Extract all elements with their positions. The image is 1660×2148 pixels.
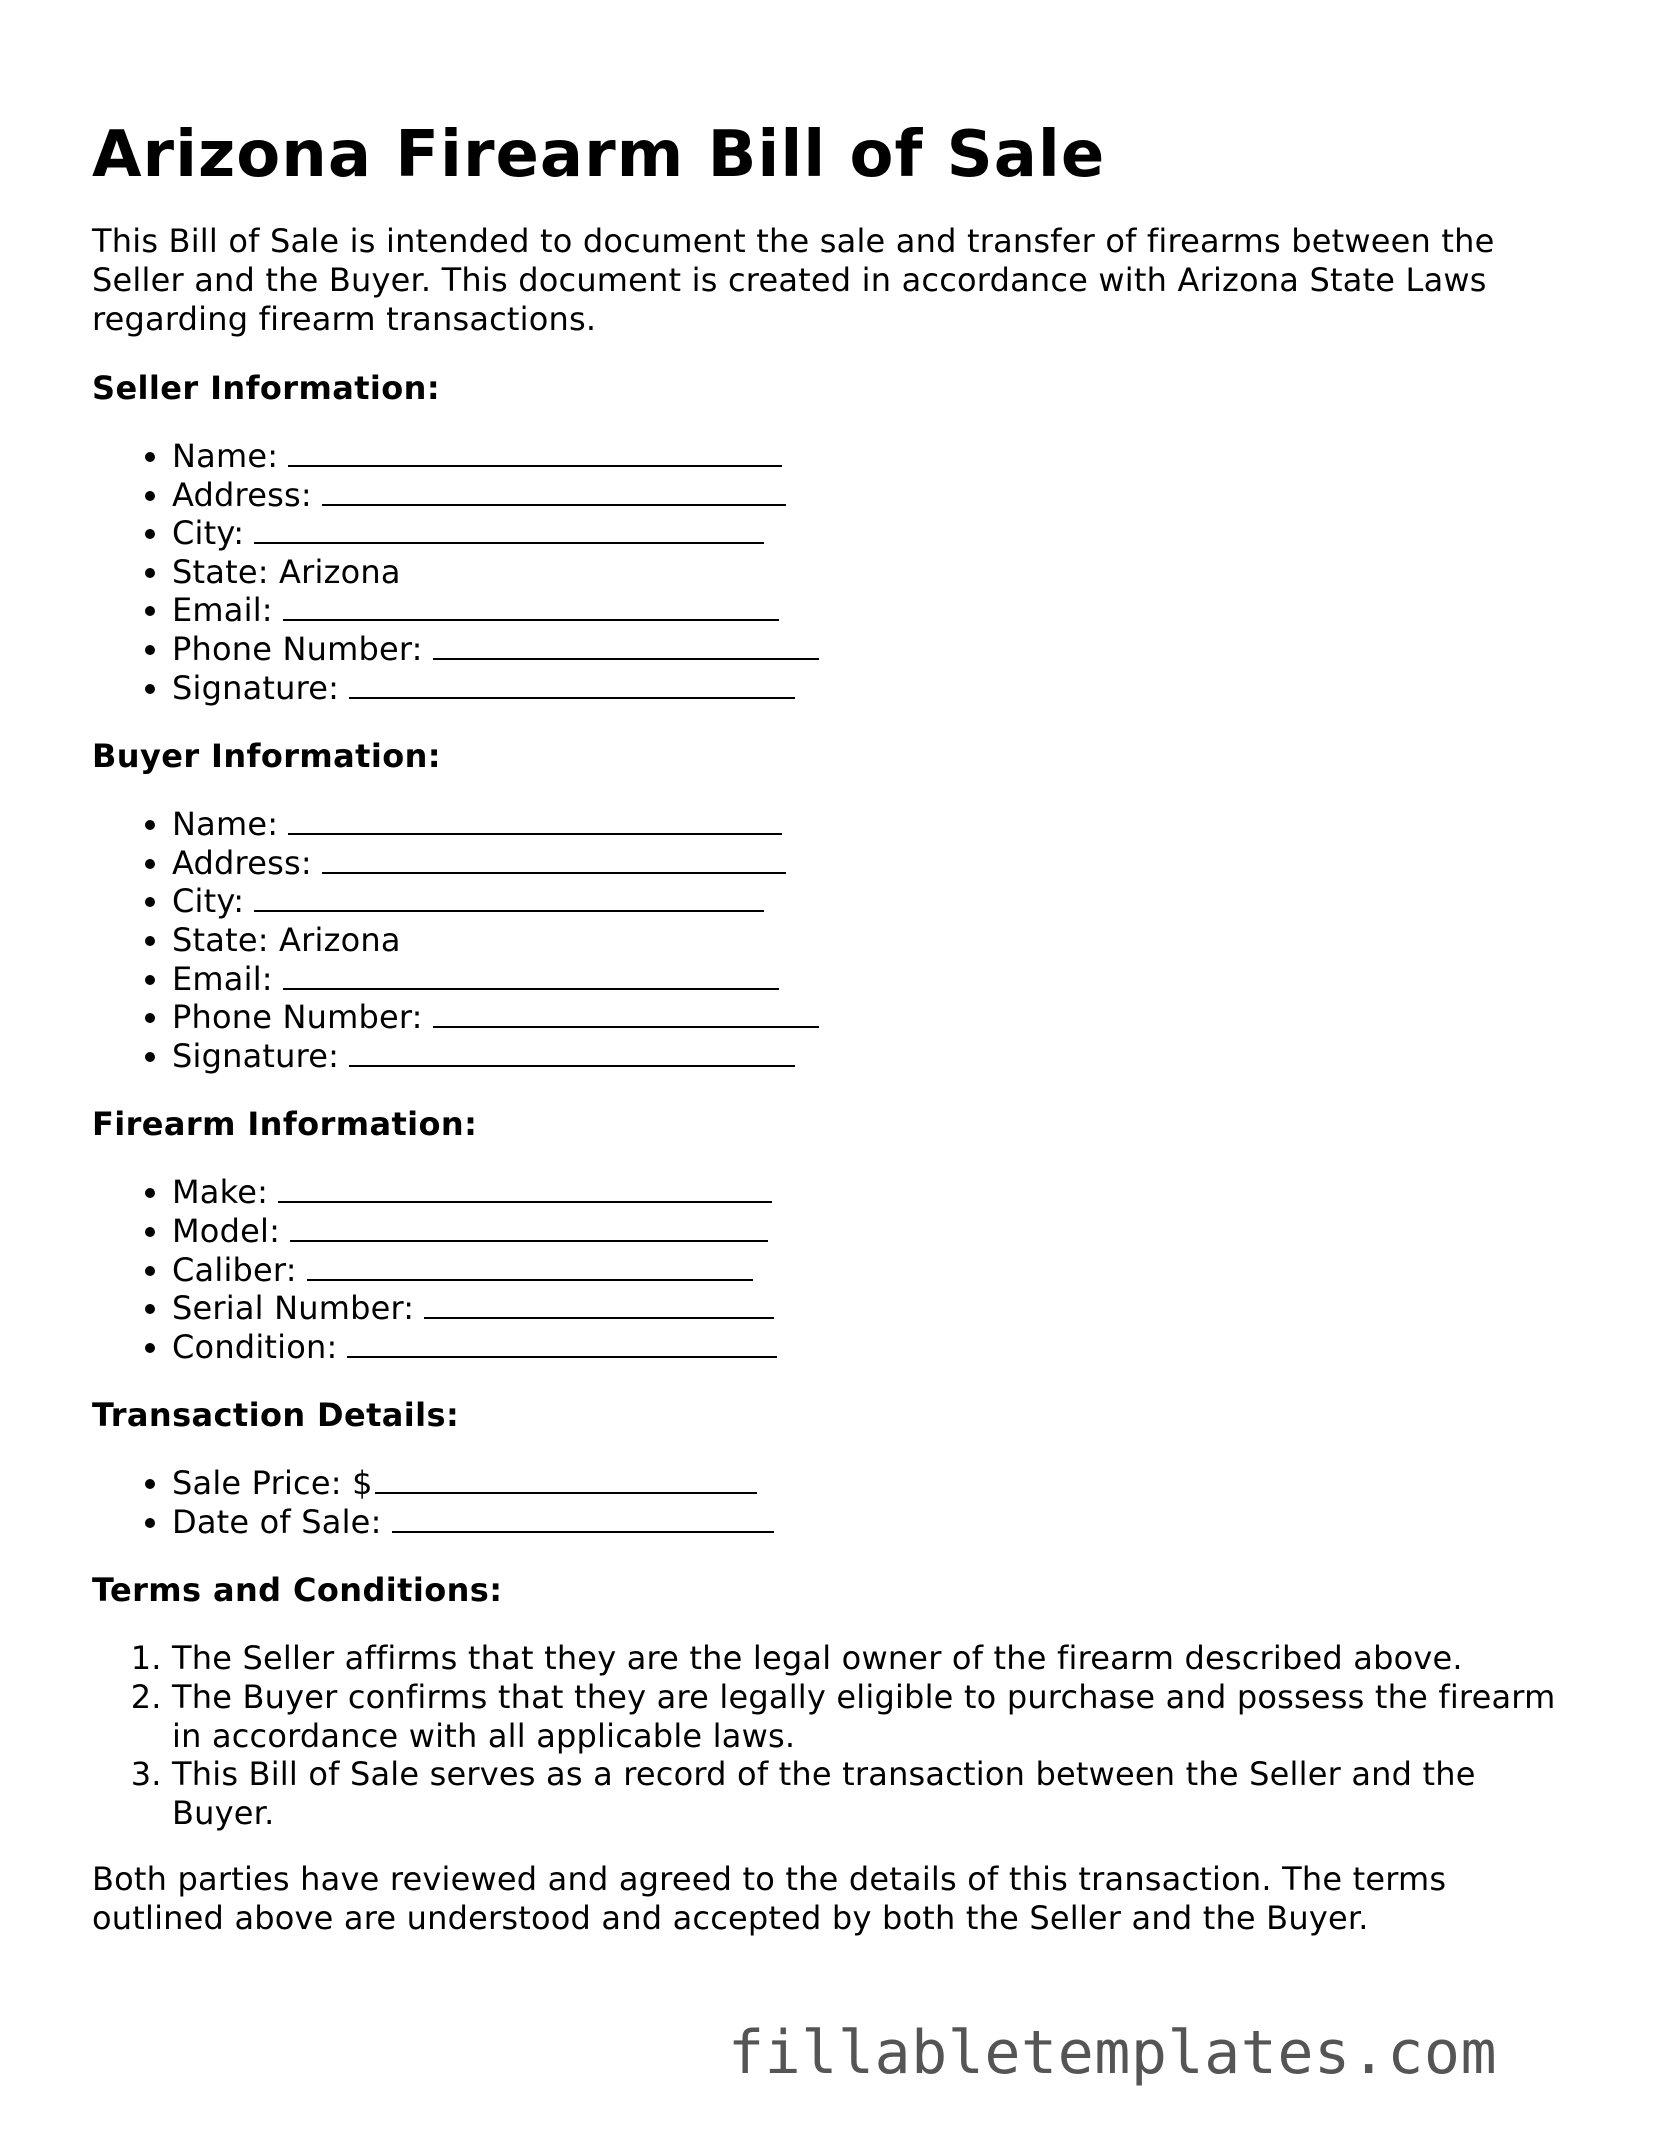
list-item (172, 630, 1572, 669)
buyer-city-field[interactable] (254, 882, 764, 912)
firearm-condition-label: Condition: (172, 1327, 338, 1366)
firearm-model-field[interactable] (290, 1212, 768, 1242)
buyer-phone-field[interactable] (433, 998, 819, 1028)
firearm-condition-field[interactable] (347, 1328, 777, 1358)
list-item (172, 1212, 1572, 1251)
buyer-phone-label: Phone Number: (172, 998, 423, 1037)
sale-date-field[interactable] (392, 1503, 774, 1533)
watermark: fillabletemplates.com (728, 2018, 1498, 2088)
firearm-model-label: Model: (172, 1211, 281, 1250)
list-item (172, 844, 1572, 883)
list-item (172, 669, 1572, 708)
seller-name-field[interactable] (288, 437, 782, 467)
buyer-city-label: City: (172, 882, 245, 921)
buyer-heading: Buyer Information: (92, 737, 441, 776)
list-item (172, 437, 1572, 476)
seller-phone-field[interactable] (433, 630, 819, 660)
seller-phone-label: Phone Number: (172, 629, 423, 668)
document-page (92, 110, 1572, 1938)
seller-email-field[interactable] (283, 591, 779, 621)
firearm-caliber-field[interactable] (307, 1251, 753, 1281)
buyer-signature-label: Signature: (172, 1036, 340, 1075)
buyer-state: State: Arizona (172, 920, 401, 959)
closing-paragraph: Both parties have reviewed and agreed to the details of this transaction. The terms outlined above are understood and accepted by both the Seller and the Buyer. (92, 1860, 1447, 1938)
list-item (172, 1173, 1572, 1212)
list-item: 1. The Seller affirms that they are the legal owner of the firearm described above. (172, 1639, 1572, 1678)
seller-city-label: City: (172, 514, 245, 553)
seller-email-label: Email: (172, 591, 273, 630)
sale-price-field[interactable] (375, 1464, 757, 1494)
list-item (172, 591, 1572, 630)
sale-date-label: Date of Sale: (172, 1502, 382, 1541)
page-title: Arizona Firearm Bill of Sale (92, 118, 1106, 192)
firearm-fields (92, 1173, 1572, 1366)
terms-list (92, 1639, 1572, 1832)
firearm-make-field[interactable] (278, 1173, 772, 1203)
firearm-caliber-label: Caliber: (172, 1250, 297, 1289)
transaction-fields (92, 1464, 1572, 1541)
list-item (172, 1037, 1572, 1076)
buyer-address-label: Address: (172, 843, 312, 882)
buyer-name-label: Name: (172, 805, 279, 844)
list-item: 2. The Buyer confirms that they are legally eligible to purchase and possess the firearm in accordance with all applicable laws. (172, 1678, 1572, 1755)
firearm-serial-field[interactable] (424, 1289, 774, 1319)
seller-signature-field[interactable] (349, 669, 795, 699)
list-item (172, 998, 1572, 1037)
buyer-email-field[interactable] (283, 960, 779, 990)
list-item (172, 805, 1572, 844)
list-item (172, 960, 1572, 999)
list-item: 3. This Bill of Sale serves as a record of the transaction between the Seller and the Buyer. (172, 1755, 1572, 1832)
list-item (172, 1289, 1572, 1328)
list-item (172, 1464, 1572, 1503)
terms-heading: Terms and Conditions: (92, 1571, 503, 1610)
seller-name-label: Name: (172, 437, 279, 475)
seller-state: State: Arizona (172, 552, 401, 591)
buyer-email-label: Email: (172, 959, 273, 998)
buyer-fields (92, 805, 1572, 1075)
transaction-heading: Transaction Details: (92, 1396, 460, 1435)
list-item (172, 1328, 1572, 1367)
list-item (172, 921, 1572, 960)
seller-address-label: Address: (172, 475, 312, 514)
seller-heading: Seller Information: (92, 369, 441, 407)
list-item (172, 1503, 1572, 1542)
list-item (172, 1251, 1572, 1290)
list-item (172, 476, 1572, 515)
firearm-heading: Firearm Information: (92, 1105, 478, 1144)
list-item (172, 882, 1572, 921)
sale-price-label: Sale Price: $ (172, 1464, 373, 1503)
seller-signature-label: Signature: (172, 668, 340, 707)
seller-address-field[interactable] (322, 476, 786, 506)
seller-city-field[interactable] (254, 514, 764, 544)
list-item (172, 553, 1572, 592)
seller-fields (92, 437, 1572, 707)
firearm-make-label: Make: (172, 1173, 269, 1212)
list-item (172, 514, 1572, 553)
intro-paragraph: This Bill of Sale is intended to document the sale and transfer of firearms between the Seller and the Buyer. This document is created in accordance with Arizona State Laws regarding firearm transactions. (92, 222, 1495, 338)
buyer-name-field[interactable] (288, 805, 782, 835)
buyer-address-field[interactable] (322, 844, 786, 874)
buyer-signature-field[interactable] (349, 1037, 795, 1067)
firearm-serial-label: Serial Number: (172, 1289, 415, 1328)
